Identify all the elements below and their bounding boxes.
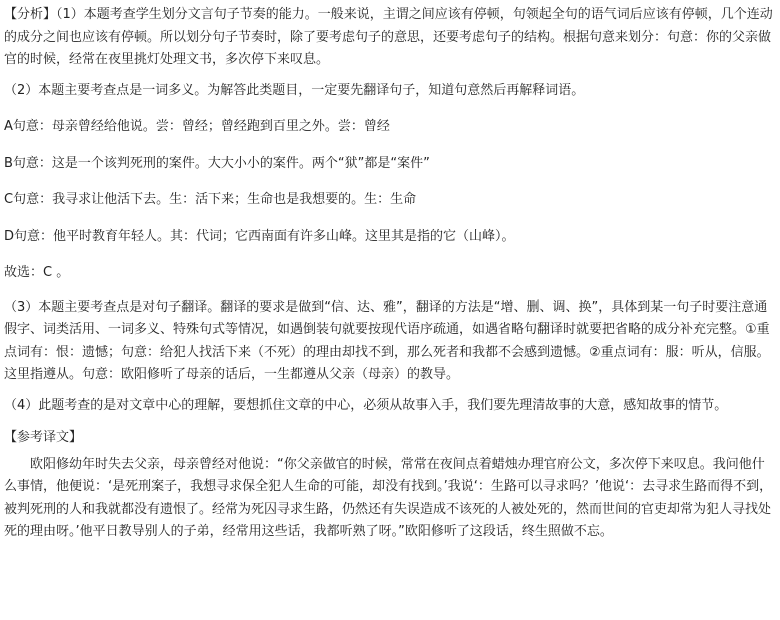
analysis-part-4: （4）此题考查的是对文章中心的理解，要想抓住文章的中心，必须从故事入手，我们要先理清故事的大意，感知故事的情节。 xyxy=(4,397,728,413)
option-b-explanation: B句意：这是一个该判死刑的案件。大大小小的案件。两个“狱”都是“案件” xyxy=(4,155,430,171)
option-d-explanation: D句意：他平时教育年轻人。其：代词；它西南面有许多山峰。这里其是指的它（山峰）。 xyxy=(4,228,515,244)
answer-line: 故选：C 。 xyxy=(4,265,70,280)
reference-translation-body: 欧阳修幼年时失去父亲，母亲曾经对他说：“你父亲做官的时候，常常在夜间点着蜡烛办理官府公文，多次停下来叹息。我问他什么事情，他便说：‘是死刑案子，我想寻求保全犯人生命的可能，却没有找到。’我说‘：生路可以寻求吗？’他说‘：去寻求生路而得不到，被判死刑的人和我就都没有遗恨了。经常为死囚寻求生路，仍然还有失误造成不该死的人被处死的，然而世间的官吏却常为犯人寻找处死的理由呀。’他平日教导别人的子弟，经常用这些话，我都听熟了呀。”欧阳修听了这段话，终生照做不忘。 xyxy=(4,456,773,539)
option-a-explanation: A句意：母亲曾经给他说。尝：曾经；曾经跑到百里之外。尝：曾经 xyxy=(4,119,390,134)
reference-translation-heading: 【参考译文】 xyxy=(4,430,83,445)
analysis-part-2: （2）本题主要考查点是一词多义。为解答此类题目，一定要先翻译句子，知道句意然后再解释词语。 xyxy=(4,82,585,98)
analysis-part-1: 【分析】（1）本题考查学生划分文言句子节奏的能力。一般来说，主谓之间应该有停顿，句领起全句的语气词后应该有停顿，几个连动的成分之间也应该有停顿。所以划分句子节奏时，除了要考虑句子的意思，还要考虑句子的结构。根据句意来划分：句意：你的父亲做官的时候，经常在夜里挑灯处理文书，多次停下来叹息。 xyxy=(4,7,773,67)
option-c-explanation: C句意：我寻求让他活下去。生：活下来；生命也是我想要的。生：生命 xyxy=(4,192,417,207)
analysis-part-3: （3）本题主要考查点是对句子翻译。翻译的要求是做到“信、达、雅”，翻译的方法是“增、删、调、换”，具体到某一句子时要注意通假字、词类活用、一词多义、特殊句式等情况，如遇倒装句就要按现代语序疏通，如遇省略句翻译时就要把省略的成分补充完整。①重点词有：恨：遗憾；句意：给犯人找活下来（不死）的理由却找不到，那么死者和我都不会感到遗憾。②重点词有：服：听从，信服。这里指遵从。句意：欧阳修听了母亲的话后，一生都遵从父亲（母亲）的教导。 xyxy=(4,299,770,382)
